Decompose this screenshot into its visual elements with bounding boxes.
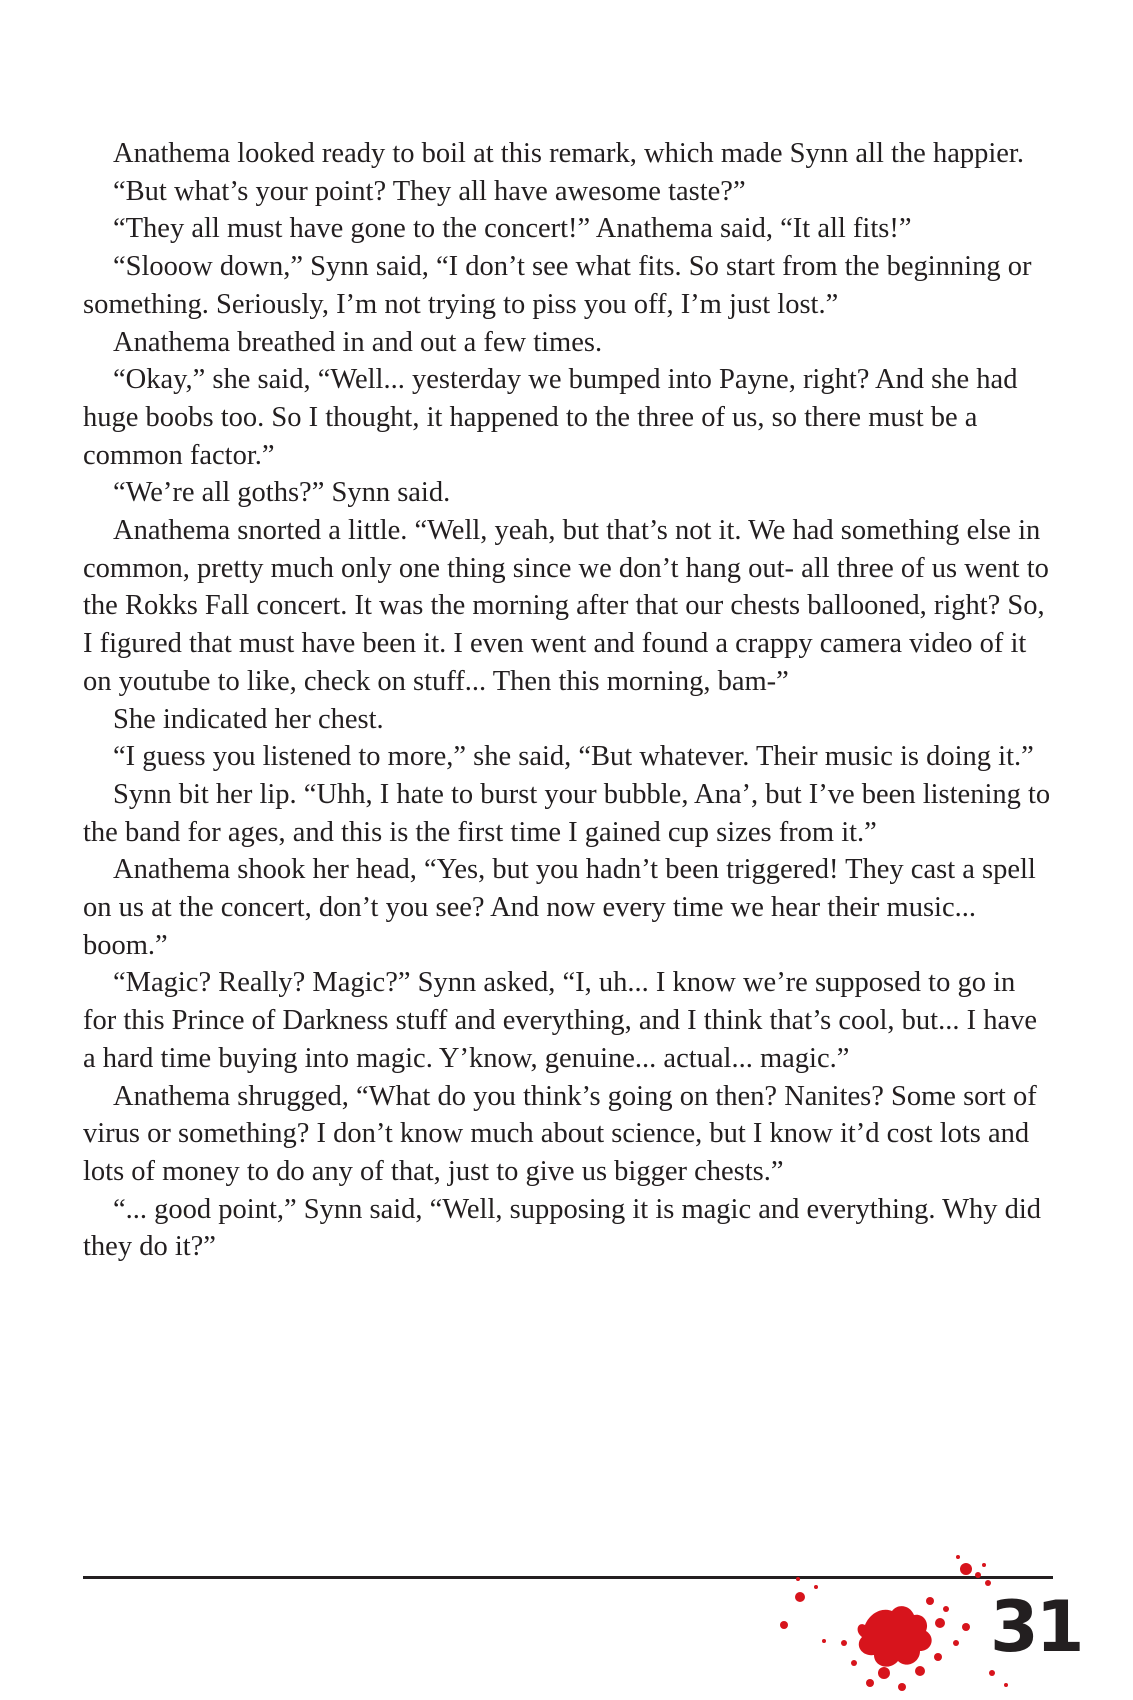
- body-text: [83, 135, 1053, 1266]
- paragraph: Anathema looked ready to boil at this remark, which made Synn all the happier.: [113, 138, 1024, 169]
- paragraph: “I guess you listened to more,” she said, “But whatever. Their music is doing it.”: [113, 741, 1034, 773]
- paragraph: She indicated her chest.: [113, 703, 384, 735]
- paragraph: Anathema breathed in and out a few times.: [113, 326, 603, 358]
- paragraph: Synn bit her lip. “Uhh, I hate to burst your bubble, Ana’, but I’ve been listening to the band for ages, and this is the first time I gained cup sizes from it.”: [83, 778, 1051, 848]
- paragraph: “We’re all goths?” Synn said.: [113, 477, 451, 509]
- paragraph: “They all must have gone to the concert!” Anathema said, “It all fits!”: [113, 213, 912, 245]
- paragraph: “Slooow down,” Synn said, “I don’t see what fits. So start from the beginning or something. Seriously, I’m not trying to piss you off, I’m just lost.”: [83, 251, 1032, 320]
- page-number: 31: [990, 1586, 1082, 1668]
- paragraph: “... good point,” Synn said, “Well, supposing it is magic and everything. Why did they do it?”: [83, 1193, 1042, 1263]
- paragraph: Anathema shrugged, “What do you think’s going on then? Nanites? Some sort of virus or something? I don’t know much about science, but I know it’d cost lots and lots of money to do any of that, just to give us bigger chests.”: [83, 1080, 1037, 1187]
- paragraph: Anathema shook her head, “Yes, but you hadn’t been triggered! They cast a spell on us at the concert, don’t you see? And now every time we hear their music... boom.”: [83, 854, 1036, 961]
- paragraph: “Okay,” she said, “Well... yesterday we bumped into Payne, right? And she had huge boobs too. So I thought, it happened to the three of us, so there must be a common factor.”: [83, 364, 1018, 471]
- paragraph: Anathema snorted a little. “Well, yeah, but that’s not it. We had something else in common, pretty much only one thing since we don’t hang out- all three of us went to the Rokks Fall concert. It was the morning after that our chests ballooned, right? So, I figured that must have been it. I even went and found a crappy camera video of it on youtube to like, check on stuff... Then this morning, bam-”: [83, 515, 1049, 697]
- paragraph: “But what’s your point? They all have awesome taste?”: [113, 175, 746, 207]
- paragraph: “Magic? Really? Magic?” Synn asked, “I, uh... I know we’re supposed to go in for this Prince of Darkness stuff and everything, and I think that’s cool, but... I have a hard time buying into magic. Y’know, genuine... actual... magic.”: [83, 967, 1038, 1074]
